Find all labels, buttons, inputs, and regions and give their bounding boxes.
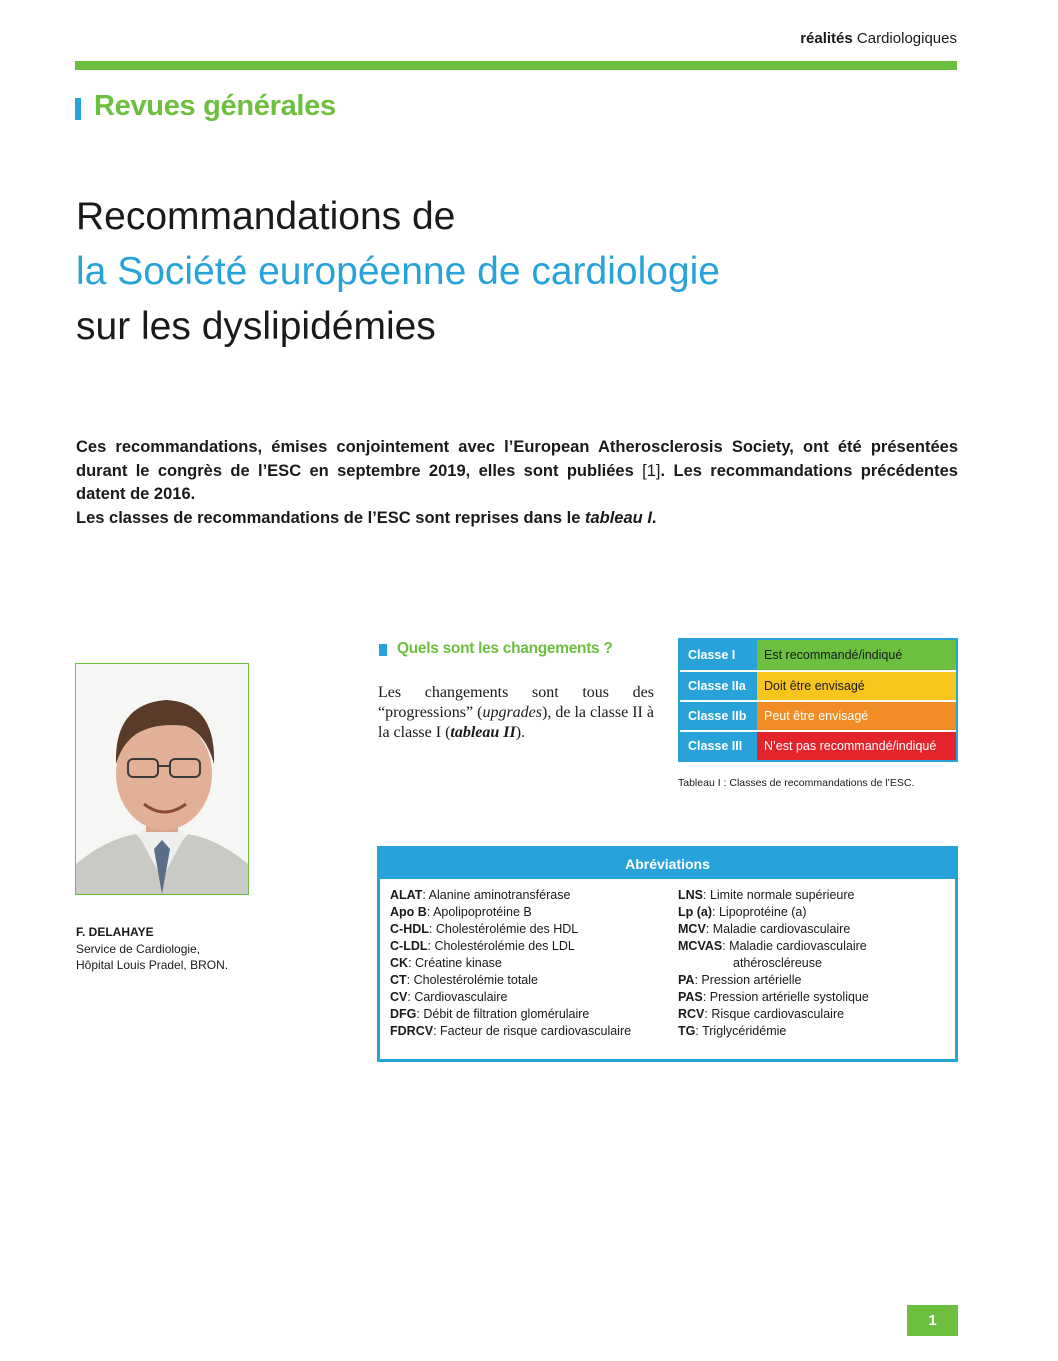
abbreviation-key: Lp (a) [678,905,713,919]
author-photo [75,663,249,895]
class-row [680,700,956,730]
abbreviation-item [390,989,631,1006]
abbreviation-definition: : Risque cardiovasculaire [704,1007,845,1021]
journal-name [800,30,957,47]
changes-text-2: ), de la classe II à la classe I ( [378,704,655,741]
journal-brand: réalités [800,30,853,47]
intro-paragraph [76,436,958,530]
abbreviation-key: FDRCV [390,1024,434,1038]
abbreviation-item [390,1023,631,1040]
abbreviations-left-column [390,887,631,1040]
abbreviation-key: LNS [678,888,703,902]
abbreviation-item [678,1023,869,1040]
abbreviation-item [678,1006,869,1023]
changes-text-3: ). [515,724,526,741]
abbreviations-right-column [678,887,869,1040]
class-label: Classe I [680,640,757,670]
abbreviation-definition: : Cholestérolémie des HDL [428,922,579,936]
author-dept-line: Service de Cardiologie, [76,942,201,956]
section-title: Revues générales [94,90,336,122]
abbreviation-definition: : Pression artérielle systolique [702,990,869,1004]
abbreviation-item [678,904,869,921]
abbreviation-definition: : Cholestérolémie des LDL [427,939,575,953]
intro-p1 [76,436,958,507]
abbreviation-key: RCV [678,1007,705,1021]
journal-title: Cardiologiques [856,30,957,47]
intro-p2-text: Les classes de recommandations de l’ESC sont reprises dans le [76,508,581,527]
author-name: F. DELAHAYE [76,925,154,939]
abbreviation-definition: : Cholestérolémie totale [406,973,538,987]
abbreviation-item [390,921,631,938]
abbreviations-title: Abréviations [380,849,955,879]
class-description: Est recommandé/indiqué [757,640,956,670]
abbreviations-box [377,846,958,1062]
intro-p2 [76,507,958,531]
class-row [680,670,956,700]
abbreviation-item [678,921,869,938]
class-label: Classe III [680,732,757,760]
abbreviation-definition: athéroscléreuse [733,956,822,970]
abbreviation-key: PA [678,973,695,987]
abbreviation-definition: : Triglycéridémie [695,1024,787,1038]
abbreviation-item [390,955,631,972]
abbreviation-key: TG [678,1024,696,1038]
abbreviation-key: DFG [390,1007,417,1021]
portrait-image [76,664,248,894]
section-marker [75,98,81,120]
table-caption: Tableau I : Classes de recommandations de l’ESC. [678,777,915,789]
abbreviation-key: MCVAS [678,939,723,953]
abbreviation-key: MCV [678,922,706,936]
abbreviation-item [390,904,631,921]
abbreviation-key: C-HDL [390,922,429,936]
abbreviation-definition: : Maladie cardiovasculaire [705,922,851,936]
changes-paragraph [378,683,654,743]
classes-table [678,638,958,762]
class-description: Peut être envisagé [757,702,956,730]
article-title-line-2: la Société européenne de cardiologie [76,250,720,293]
abbreviation-key: CK [390,956,409,970]
abbreviation-key: PAS [678,990,703,1004]
abbreviation-item [678,938,869,955]
author-hospital-line: Hôpital Louis Pradel, BRON. [76,958,229,972]
page-number: 1 [907,1305,958,1336]
subsection-heading: Quels sont les changements ? [397,640,613,657]
changes-emphasis: upgrades [482,704,542,721]
intro-p1-text: Ces recommandations, émises conjointement avec l’European Atherosclerosis Society, ont été présentées durant le congrès de l’ESC en septembre 2019, elles sont publiées [76,438,958,480]
class-label: Classe IIa [680,672,757,700]
subsection-marker [379,644,387,656]
abbreviation-definition: : Créatine kinase [408,956,502,970]
abbreviation-definition: : Pression artérielle [694,973,802,987]
abbreviation-key: CV [390,990,408,1004]
abbreviation-item [390,1006,631,1023]
intro-p1-end: . Les recommandations précédentes datent de 2016. [76,461,958,503]
abbreviation-item [678,955,869,972]
abbreviation-key: Apo B [390,905,427,919]
abbreviation-key: C-LDL [390,939,428,953]
class-row [680,730,956,760]
abbreviation-key: CT [390,973,407,987]
article-title-line-3: sur les dyslipidémies [76,305,436,348]
changes-text-1: Les changements sont tous des “progressions” ( [378,684,654,721]
reference-link[interactable]: [1] [642,461,661,480]
abbreviation-item [390,972,631,989]
article-title-line-1: Recommandations de [76,195,456,238]
abbreviation-definition: : Apolipoprotéine B [426,905,532,919]
abbreviation-definition: : Alanine aminotransférase [422,888,571,902]
abbreviation-item [390,887,631,904]
abbreviation-item [390,938,631,955]
abbreviation-item [678,989,869,1006]
abbreviation-definition: : Cardiovasculaire [407,990,508,1004]
abbreviation-item [678,972,869,989]
abbreviation-definition: : Limite normale supérieure [703,888,855,902]
abbreviation-key: ALAT [390,888,423,902]
abbreviation-definition: : Débit de filtration glomérulaire [416,1007,590,1021]
abbreviation-item [678,887,869,904]
class-description: Doit être envisagé [757,672,956,700]
class-description: N’est pas recommandé/indiqué [757,732,956,760]
abbreviation-definition: : Maladie cardiovasculaire [722,939,867,953]
author-affiliation [76,941,228,973]
intro-p2-end: . [651,508,657,527]
abbreviation-definition: : Lipoprotéine (a) [712,905,807,919]
class-label: Classe IIb [680,702,757,730]
class-row [680,640,956,670]
abbreviation-definition: : Facteur de risque cardiovasculaire [433,1024,632,1038]
table-reference: tableau I [584,508,652,527]
table-ii-reference: tableau II [450,724,516,741]
header-rule [75,61,957,70]
